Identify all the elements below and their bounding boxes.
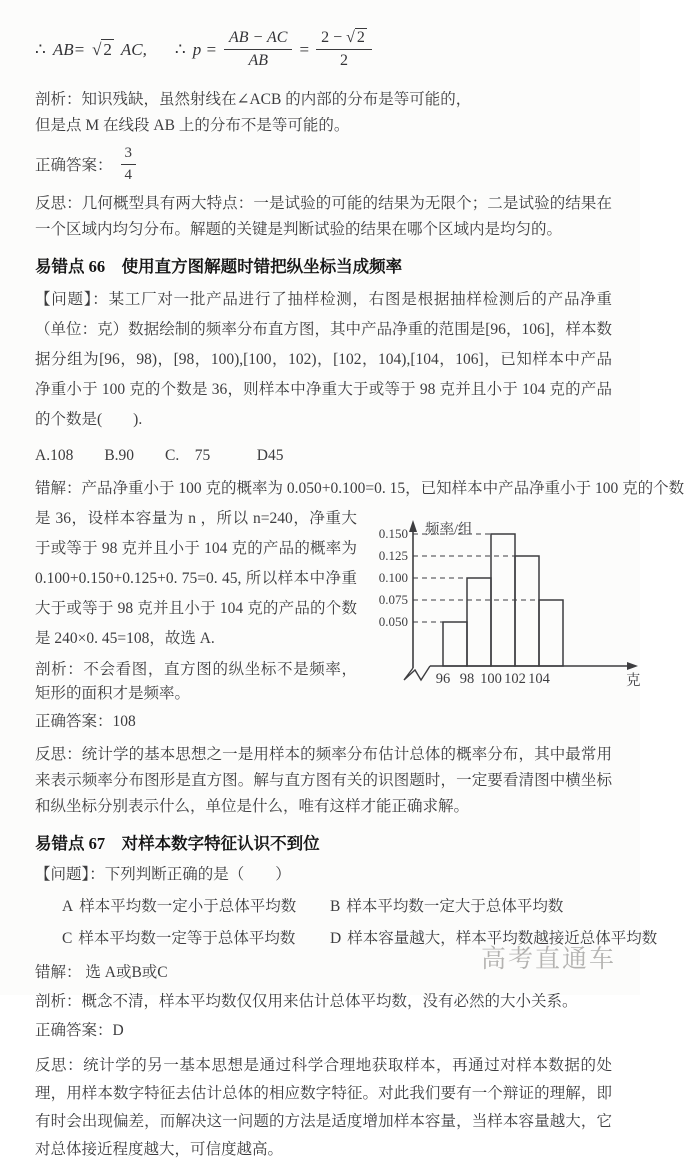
correct-answer-67: 正确答案：D <box>35 1021 124 1039</box>
formula-line <box>35 28 612 71</box>
therefore-symbol: ∴ <box>35 39 46 59</box>
svg-text:频率/组: 频率/组 <box>425 521 473 538</box>
option-a <box>62 894 324 916</box>
text-chart-columns <box>35 504 641 734</box>
analysis-paragraph-66: 剖析：不会看图，直方图的纵坐标不是频率，矩形的面积才是频率。 <box>35 660 357 702</box>
option-key: D <box>330 929 342 947</box>
option-text: 样本平均数一定大于总体平均数 <box>346 897 564 915</box>
svg-text:96: 96 <box>435 670 451 687</box>
therefore-symbol: ∴ <box>174 39 186 59</box>
fraction-numerator: AB − AC <box>224 28 293 50</box>
answer-label: 正确答案： <box>35 157 113 175</box>
svg-text:0.125: 0.125 <box>378 547 408 563</box>
radicand: 2 <box>103 39 112 59</box>
option-key: B <box>330 897 341 915</box>
option-key: C <box>62 929 73 947</box>
formula-p-eq: p = <box>192 39 217 59</box>
radicand: 2 <box>356 29 365 46</box>
equals-sign: = <box>299 39 310 59</box>
option-b <box>330 894 657 916</box>
watermark: 高考直通车 <box>480 946 616 973</box>
formula-ab-eq: AB= <box>52 39 86 59</box>
reflection-paragraph-66: 反思：统计学的基本思想之一是用样本的频率分布估计总体的概率分布，其中最常用来表示频率分布图形是直方图。解与直方图有关的识图题时，一定要看清图中横坐标和纵坐标分别表示什么，单位是什么，唯有这样才能正确求解。 <box>35 745 612 815</box>
svg-text:100: 100 <box>480 670 502 687</box>
wrong-solution-67: 错解： 选 A或B或C <box>35 963 168 981</box>
option-key: A <box>62 897 74 915</box>
fraction-numerator: 3 <box>121 144 137 165</box>
analysis-line: 剖析：知识残缺，虽然射线在∠ACB 的内部的分布是等可能的， <box>35 91 472 108</box>
option-text: 样本平均数一定小于总体平均数 <box>79 897 297 915</box>
svg-text:104: 104 <box>528 670 550 687</box>
reflection-paragraph-67: 反思：统计学的另一基本思想是通过科学合理地获取样本，再通过对样本数据的处理，用样本数字特征去估计总体的相应数字特征。对此我们要有一个辩证的理解，即有时会出现偏差，而解决这一问题的方法是适度增加样本容量，当样本容量越大，它对总体接近程度越大，可信度越高。 <box>35 1056 612 1158</box>
svg-text:98: 98 <box>459 670 475 687</box>
svg-text:0.150: 0.150 <box>378 525 408 541</box>
svg-text:0.075: 0.075 <box>378 591 408 607</box>
problem-statement-66: 【问题】：某工厂对一批产品进行了抽样检测，右图是根据抽样检测后的产品净重（单位：克）数据绘制的频率分布直方图，其中产品净重的范围是[96，106]，样本数据分组为[96，98)，[98，100),[100，102)，[102，104),[104，106]，已知样本中产品净重小于 100 克的个数是 36，则样本中净重大于或等于 98 克并且小于 104 克的产品的个数是( ). <box>35 290 612 428</box>
fraction-denominator: 4 <box>124 166 133 183</box>
fraction-denominator: AB <box>248 52 268 69</box>
option-text: 样本容量越大，样本平均数越接近总体平均数 <box>347 929 658 947</box>
problem-statement-67: 【问题】：下列判断正确的是（ ） <box>35 865 291 883</box>
option-c <box>62 926 324 948</box>
sqrt-expression: √ 2 <box>92 39 112 59</box>
left-text-column <box>35 504 357 734</box>
wrong-solution-line1: 错解：产品净重小于 100 克的概率为 0.050+0.100=0. 15，已知样本中产品净重小于 100 克的个数 <box>35 479 684 497</box>
analysis-paragraph-67: 剖析：概念不清，样本平均数仅仅用来估计总体平均数，没有必然的大小关系。 <box>35 992 578 1010</box>
numerator-text: 2 − <box>321 29 343 46</box>
answer-fraction <box>121 144 137 185</box>
fraction-denominator: 2 <box>339 52 348 69</box>
histogram-chart <box>357 504 643 712</box>
fraction <box>316 28 372 71</box>
correct-answer-66: 正确答案：108 <box>35 712 136 730</box>
fraction <box>224 28 293 71</box>
reflection-paragraph: 反思：几何概型具有两大特点：一是试验的可能的结果为无限个；二是试验的结果在一个区域内均匀分布。解题的关键是判断试验的结果在哪个区域内是均匀的。 <box>35 194 612 238</box>
option-text: 样本平均数一定等于总体平均数 <box>78 929 296 947</box>
section-heading-66: 易错点 66 使用直方图解题时错把纵坐标当成频率 <box>35 256 403 276</box>
correct-answer <box>35 144 612 185</box>
fraction-numerator <box>316 28 372 50</box>
svg-text:克: 克 <box>626 672 641 689</box>
formula-ac: AC, <box>120 39 147 59</box>
svg-text:102: 102 <box>504 670 526 687</box>
sqrt-expression: √ 2 <box>346 29 365 46</box>
answer-options-66: A.108 B.90 C. 75 D45 <box>35 446 284 464</box>
svg-text:0.100: 0.100 <box>378 569 408 585</box>
wrong-solution-continued: 是 36，设样本容量为 n ，所以 n=240，净重大于或等于 98 克并且小于 104 克的产品的概率为 0.100+0.150+0.125+0. 75=0. 45, 所以样本中净重大于或等于 98 克并且小于 104 克的产品的个数是 240×0. 45=108，故选 A. <box>35 509 357 647</box>
analysis-line: 但是点 M 在线段 AB 上的分布不是等可能的。 <box>35 117 350 134</box>
section-heading-67: 易错点 67 对样本数字特征认识不到位 <box>35 833 320 853</box>
svg-text:0.050: 0.050 <box>378 613 408 629</box>
